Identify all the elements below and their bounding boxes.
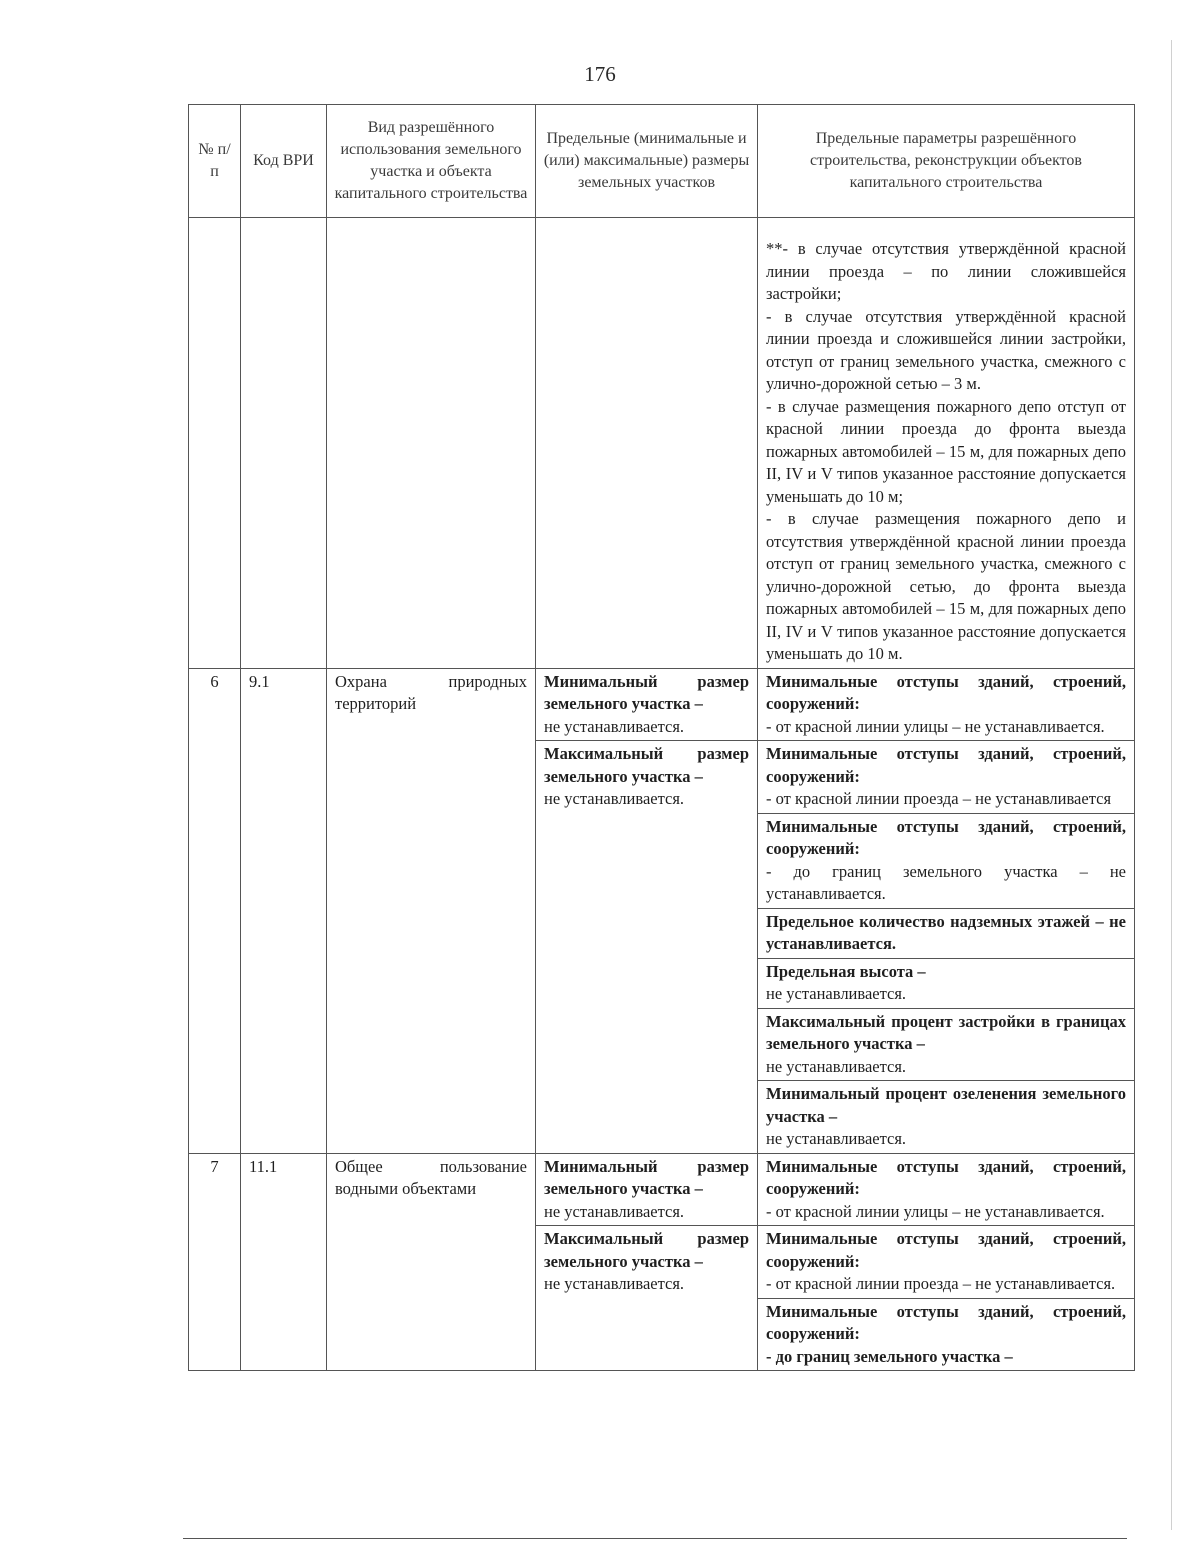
param-cell: [758, 813, 1135, 908]
max-size-heading: Максимальный размер земельного участка –: [544, 1229, 749, 1271]
param-value: - до границ земельного участка –: [766, 1346, 1013, 1366]
header-size: Предельные (минимальные и (или) максимальные) размеры земельных участков: [536, 105, 758, 218]
param-heading: Минимальные отступы зданий, строений, сооружений:: [766, 816, 1126, 858]
min-size-value: не устанавливается.: [544, 1201, 685, 1221]
scan-edge-line: [1171, 40, 1172, 1530]
param-value: - от красной линии улицы – не устанавливается.: [766, 716, 1105, 736]
continuation-paragraph: **- в случае отсутствия утверждённой красной линии проезда – по линии сложившейся застройки;: [766, 239, 1126, 303]
param-cell: [758, 958, 1135, 1008]
cell-empty: [241, 218, 327, 669]
param-cell: [758, 908, 1135, 958]
param-cell: [758, 1298, 1135, 1371]
param-heading: Минимальные отступы зданий, строений, сооружений:: [766, 1156, 1126, 1198]
param-value: - от красной линии проезда – не устанавливается.: [766, 1274, 1116, 1293]
max-size-cell: [536, 1226, 758, 1371]
param-heading: Максимальный процент застройки в границах земельного участка –: [766, 1011, 1126, 1053]
row-code: 9.1: [241, 668, 327, 1153]
header-use: Вид разрешённого использования земельного участка и объекта капитального строительства: [327, 105, 536, 218]
param-heading: Минимальные отступы зданий, строений, сооружений:: [766, 1301, 1126, 1343]
max-size-cell: [536, 741, 758, 1154]
cell-empty: [327, 218, 536, 669]
param-value: не устанавливается.: [766, 1056, 907, 1076]
param-value: - от красной линии проезда – не устанавливается: [766, 789, 1112, 808]
continuation-paragraph: - в случае отсутствия утверждённой красной линии проезда и сложившейся линии застройки, отступ от границ земельного участка, смежного с улично-дорожной сетью – 3 м.: [766, 306, 1126, 393]
row-code: 11.1: [241, 1153, 327, 1371]
cell-empty: [189, 218, 241, 669]
min-size-value: не устанавливается.: [544, 716, 685, 736]
continuation-paragraph: - в случае размещения пожарного депо отступ от красной линии проезда до фронта выезда пожарных автомобилей – 15 м, для пожарных депо II, IV и V типов указанное расстояние допускается уменьшать до 10 м;: [766, 396, 1126, 506]
param-heading: Минимальные отступы зданий, строений, сооружений:: [766, 671, 1126, 713]
page-bottom-rule: [183, 1538, 1127, 1539]
param-cell: [758, 1153, 1135, 1226]
continuation-params: [758, 218, 1135, 669]
row-number: 7: [189, 1153, 241, 1371]
param-cell: [758, 741, 1135, 814]
param-heading: Предельное количество надземных этажей – не устанавливается.: [766, 911, 1126, 953]
param-heading: Минимальные отступы зданий, строений, сооружений:: [766, 1229, 1126, 1271]
max-size-value: не устанавливается.: [544, 1274, 685, 1293]
max-size-heading: Максимальный размер земельного участка –: [544, 744, 749, 786]
table-header-row: [189, 105, 1135, 218]
regulations-table: [188, 104, 1135, 1371]
table-row-continuation: [189, 218, 1135, 669]
row-number: 6: [189, 668, 241, 1153]
param-cell: [758, 1008, 1135, 1081]
page-number: 176: [584, 62, 616, 86]
header-code: Код ВРИ: [241, 105, 327, 218]
param-value: - до границ земельного участка – не устанавливается.: [766, 861, 1126, 903]
param-value: не устанавливается.: [766, 1129, 907, 1148]
cell-empty: [536, 218, 758, 669]
param-heading: Минимальные отступы зданий, строений, сооружений:: [766, 744, 1126, 786]
param-cell: [758, 1226, 1135, 1299]
continuation-paragraph: - в случае размещения пожарного депо и отсутствия утверждённой красной линии проезда отступ от границ земельного участка, смежного с улично-дорожной сетью, до фронта выезда пожарных автомобилей – 15 м, для пожарных депо II, IV и V типов указанное расстояние допускается уменьшать до 10 м.: [766, 509, 1126, 663]
param-cell: [758, 1081, 1135, 1154]
min-size-cell: [536, 668, 758, 741]
row-use: Общее пользование водными объектами: [327, 1153, 536, 1371]
row-use: Охрана природных территорий: [327, 668, 536, 1153]
table-row-7: [189, 1153, 1135, 1226]
param-heading: Минимальный процент озеленения земельного участка –: [766, 1084, 1126, 1126]
param-value: не устанавливается.: [766, 984, 907, 1003]
min-size-heading: Минимальный размер земельного участка –: [544, 671, 749, 713]
max-size-value: не устанавливается.: [544, 789, 685, 808]
min-size-cell: [536, 1153, 758, 1226]
min-size-heading: Минимальный размер земельного участка –: [544, 1156, 749, 1198]
param-cell: [758, 668, 1135, 741]
param-heading: Предельная высота –: [766, 961, 926, 981]
param-value: - от красной линии улицы – не устанавливается.: [766, 1201, 1105, 1221]
table-row-6: [189, 668, 1135, 741]
header-params: Предельные параметры разрешённого строительства, реконструкции объектов капитального строительства: [758, 105, 1135, 218]
header-num: № п/п: [189, 105, 241, 218]
